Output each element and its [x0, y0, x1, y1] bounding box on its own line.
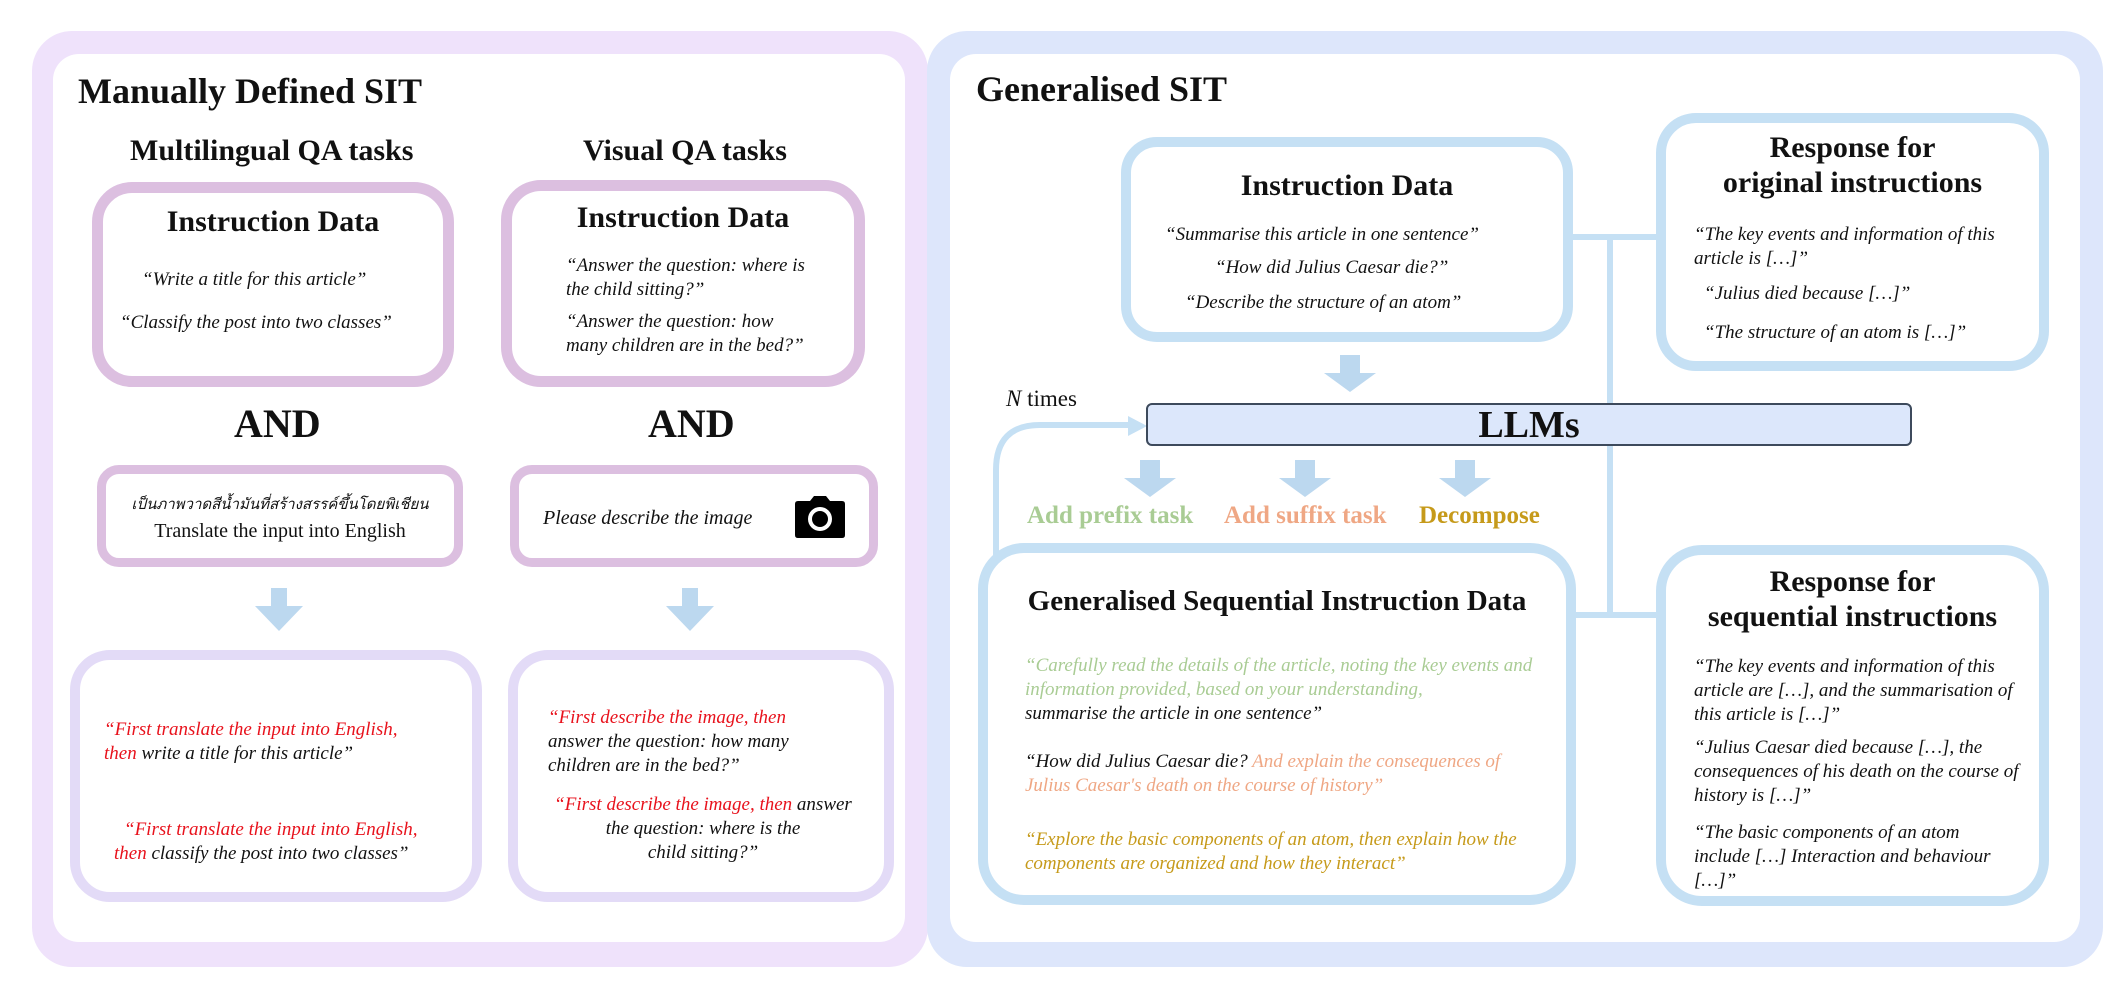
add-prefix-label: Add prefix task	[1027, 502, 1194, 529]
arrow-to-llms	[1324, 355, 1376, 392]
arrow-prefix	[1124, 460, 1176, 497]
title-line-2: original instructions	[1722, 165, 1983, 199]
original-instruction-text: summarise the article in one sentence”	[1025, 702, 1323, 724]
vqa-question-1: “Answer the question: where is the child sitting?”	[566, 255, 805, 300]
response-original-1: “The key events and information of this article is […]”	[1694, 224, 1995, 269]
sequential-instruction-1	[1025, 654, 1545, 725]
original-instruction-text: classify the post into two classes”	[146, 842, 409, 864]
response-original-box	[1656, 113, 2049, 371]
connector-bottom	[1570, 612, 1670, 618]
response-sequential-2: “Julius Caesar died because […], the consequences of his death on the course of history is […]”	[1694, 737, 2019, 806]
loop-arrowhead	[1128, 416, 1147, 436]
thai-input-text: เป็นภาพวาดสีน้ำมันที่สร้างสรรค์ขึ้นโดยพิเชียน	[131, 497, 429, 513]
sequential-instruction-2	[1025, 750, 1535, 798]
title-line-2: sequential instructions	[1707, 599, 1998, 633]
generalised-sit-title: Generalised SIT	[976, 69, 1228, 109]
response-sequential-box	[1656, 545, 2049, 906]
prefix-text: then	[104, 742, 137, 764]
multilingual-qa-title: Multilingual QA tasks	[130, 134, 414, 167]
arrow-decompose	[1439, 460, 1491, 497]
original-instruction-text: answer	[792, 794, 852, 815]
arrow-suffix	[1279, 460, 1331, 497]
add-suffix-label: Add suffix task	[1224, 502, 1387, 529]
generalised-sequential-box	[978, 543, 1576, 905]
instruction-q1: “Summarise this article in one sentence”	[1165, 224, 1479, 245]
response-original-title	[1666, 131, 2039, 200]
instruction-q2: “How did Julius Caesar die?”	[1215, 257, 1449, 278]
prefix-text: “First translate the input into English,	[104, 719, 398, 740]
connector-top	[1570, 234, 1670, 240]
generalised-sequential-title: Generalised Sequential Instruction Data	[1027, 585, 1527, 617]
prefix-text: “First describe the image, then	[554, 794, 793, 815]
instruction-data-title: Instruction Data	[1240, 169, 1454, 202]
llms-box	[1146, 403, 1912, 446]
prefix-text: then	[114, 842, 147, 864]
manual-sit-title: Manually Defined SIT	[78, 71, 423, 111]
llms-label: LLMs	[1478, 404, 1580, 446]
original-instruction-text: write a title for this article”	[136, 742, 354, 764]
original-instruction-text: the question: where is the child sitting?”	[605, 817, 801, 863]
original-instruction-text: answer the question: how many children are in the bed?”	[548, 730, 789, 776]
prefix-text: “First describe the image, then	[548, 707, 786, 728]
response-original-2: “Julius died because […]”	[1704, 283, 1911, 304]
and-label-2: AND	[648, 401, 735, 446]
times-text: times	[1021, 386, 1077, 411]
describe-image-text: Please describe the image	[543, 507, 753, 529]
mqa-question-1: “Write a title for this article”	[142, 269, 367, 290]
vqa-question-2: “Answer the question: how many children are in the bed?”	[566, 311, 804, 356]
translate-instruction: Translate the input into English	[154, 520, 406, 542]
title-line-1: Response for	[1769, 131, 1936, 164]
response-sequential-3: “The basic components of an atom include […] Interaction and behaviour […]”	[1694, 822, 1991, 891]
decompose-label: Decompose	[1419, 502, 1540, 529]
visual-qa-title: Visual QA tasks	[583, 134, 787, 167]
prefix-text: “First translate the input into English,	[124, 819, 418, 840]
instruction-data-title: Instruction Data	[166, 205, 380, 238]
and-label-1: AND	[234, 401, 321, 446]
title-line-1: Response for	[1769, 565, 1936, 598]
instruction-q3: “Describe the structure of an atom”	[1185, 292, 1462, 313]
response-original-3: “The structure of an atom is […]”	[1704, 322, 1967, 343]
n-variable: N	[1006, 386, 1022, 411]
response-sequential-1: “The key events and information of this article are […], and the summarisation of this article is […]”	[1694, 656, 2013, 725]
original-instruction-text: “How did Julius Caesar die?	[1025, 751, 1253, 772]
prefix-text: “Carefully read the details of the article, noting the key events and information provided, based on your understanding,	[1025, 655, 1533, 700]
n-times-label	[1006, 386, 1077, 412]
mqa-question-2: “Classify the post into two classes”	[120, 312, 392, 333]
generalised-instruction-box	[1121, 137, 1573, 342]
response-sequential-title	[1666, 565, 2039, 634]
suffix-text: And explain the consequences of Julius Caesar's death on the course of history”	[1025, 751, 1501, 796]
sequential-instruction-3: “Explore the basic components of an atom, then explain how the components are organized and how they interact”	[1025, 829, 1517, 874]
instruction-data-title: Instruction Data	[576, 201, 790, 234]
